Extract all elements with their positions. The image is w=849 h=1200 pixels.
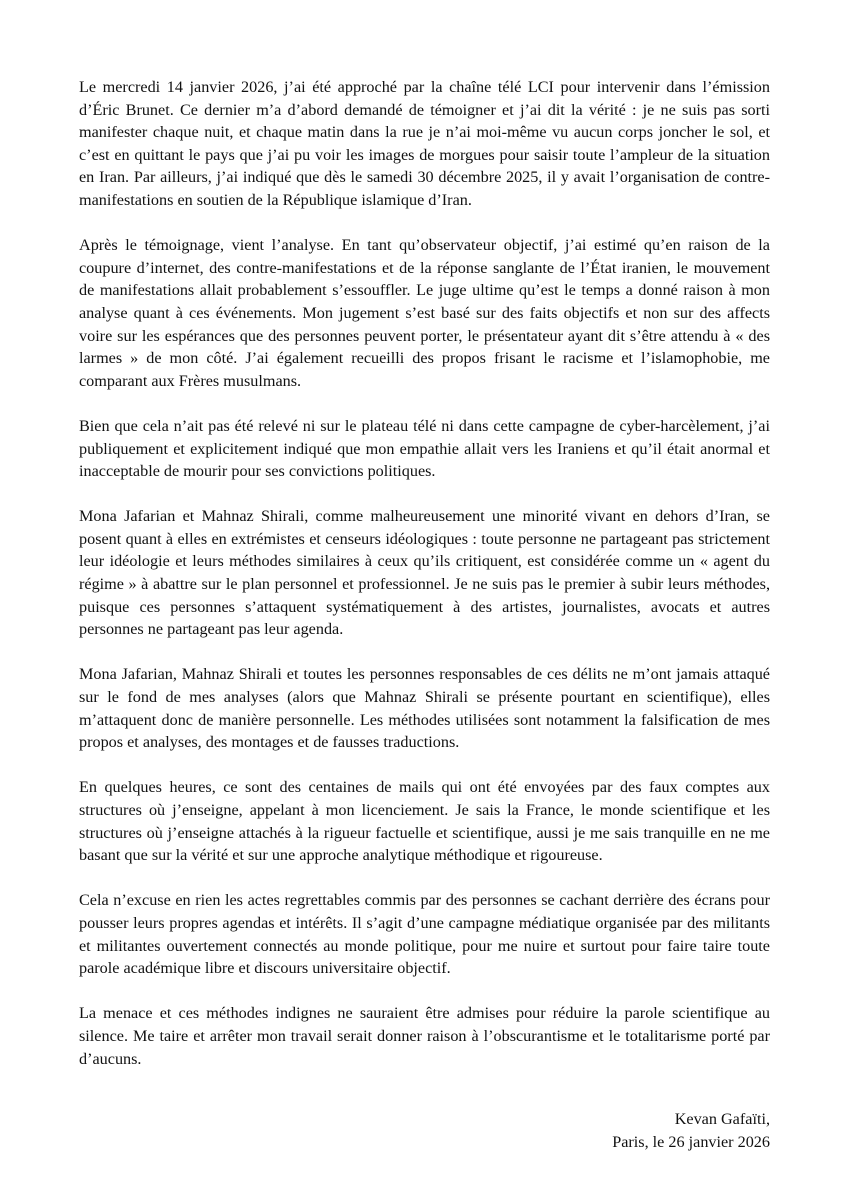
paragraph-8: La menace et ces méthodes indignes ne sauraient être admises pour réduire la parole scientifique au silence. Me taire et arrêter mon travail serait donner raison à l’obscurantisme et le totalitarisme porté par d’aucuns.	[79, 1004, 770, 1068]
paragraph-1: Le mercredi 14 janvier 2026, j’ai été approché par la chaîne télé LCI pour intervenir dans l’émission d’Éric Brunet. Ce dernier m’a d’abord demandé de témoigner et j’ai dit la vérité : je ne suis pas sorti manifester chaque nuit, et chaque matin dans la rue je n’ai moi-même vu aucun corps joncher le sol, et c’est en quittant le pays que j’ai pu voir les images de morgues pour saisir toute l’ampleur de la situation en Iran. Par ailleurs, j’ai indiqué que dès le samedi 30 décembre 2025, il y avait l’organisation de contre-manifestations en soutien de la République islamique d’Iran.	[79, 78, 770, 209]
signature-place-date: Paris, le 26 janvier 2026	[612, 1132, 770, 1151]
paragraph-4: Mona Jafarian et Mahnaz Shirali, comme malheureusement une minorité vivant en dehors d’Iran, se posent quant à elles en extrémistes et censeurs idéologiques : toute personne ne partageant pas strictement leur idéologie et leurs méthodes similaires à ceux qu’ils critiquent, est considérée comme un « agent du régime » à abattre sur le plan personnel et professionnel. Je ne suis pas le premier à subir leurs méthodes, puisque ces personnes s’attaquent systématiquement à des artistes, journalistes, avocats et autres personnes ne partageant pas leur agenda.	[79, 507, 770, 639]
paragraph-3: Bien que cela n’ait pas été relevé ni sur le plateau télé ni dans cette campagne de cyber-harcèlement, j’ai publiquement et explicitement indiqué que mon empathie allait vers les Iraniens et qu’il était anormal et inacceptable de mourir pour ses convictions politiques.	[79, 416, 770, 481]
letter-page	[79, 76, 770, 1153]
paragraph-5: Mona Jafarian, Mahnaz Shirali et toutes les personnes responsables de ces délits ne m’ont jamais attaqué sur le fond de mes analyses (alors que Mahnaz Shirali se présente pourtant en scientifique), elles m’attaquent donc de manière personnelle. Les méthodes utilisées sont notamment la falsification de mes propos et analyses, des montages et de fausses traductions.	[79, 665, 770, 752]
signature-name: Kevan Gafaïti,	[674, 1110, 770, 1129]
signature-block	[79, 1108, 770, 1153]
paragraph-6: En quelques heures, ce sont des centaines de mails qui ont été envoyées par des faux comptes aux structures où j’enseigne, appelant à mon licenciement. Je sais la France, le monde scientifique et les structures où j’enseigne attachés à la rigueur factuelle et scientifique, aussi je me sais tranquille en ne me basant que sur la vérité et sur une approche analytique méthodique et rigoureuse.	[79, 778, 770, 865]
paragraph-7: Cela n’excuse en rien les actes regrettables commis par des personnes se cachant derrière des écrans pour pousser leurs propres agendas et intérêts. Il s’agit d’une campagne médiatique organisée par des militants et militantes ouvertement connectés au monde politique, pour me nuire et surtout pour faire taire toute parole académique libre et discours universitaire objectif.	[79, 891, 770, 978]
paragraph-2: Après le témoignage, vient l’analyse. En tant qu’observateur objectif, j’ai estimé qu’en raison de la coupure d’internet, des contre-manifestations et de la réponse sanglante de l’État iranien, le mouvement de manifestations allait probablement s’essouffler. Le juge ultime qu’est le temps a donné raison à mon analyse quant à ces événements. Mon jugement s’est basé sur des faits objectifs et non sur des affects voire sur les espérances que des personnes peuvent porter, le présentateur ayant dit s’être attendu à « des larmes » de mon côté. J’ai également recueilli des propos frisant le racisme et l’islamophobie, me comparant aux Frères musulmans.	[79, 236, 770, 390]
